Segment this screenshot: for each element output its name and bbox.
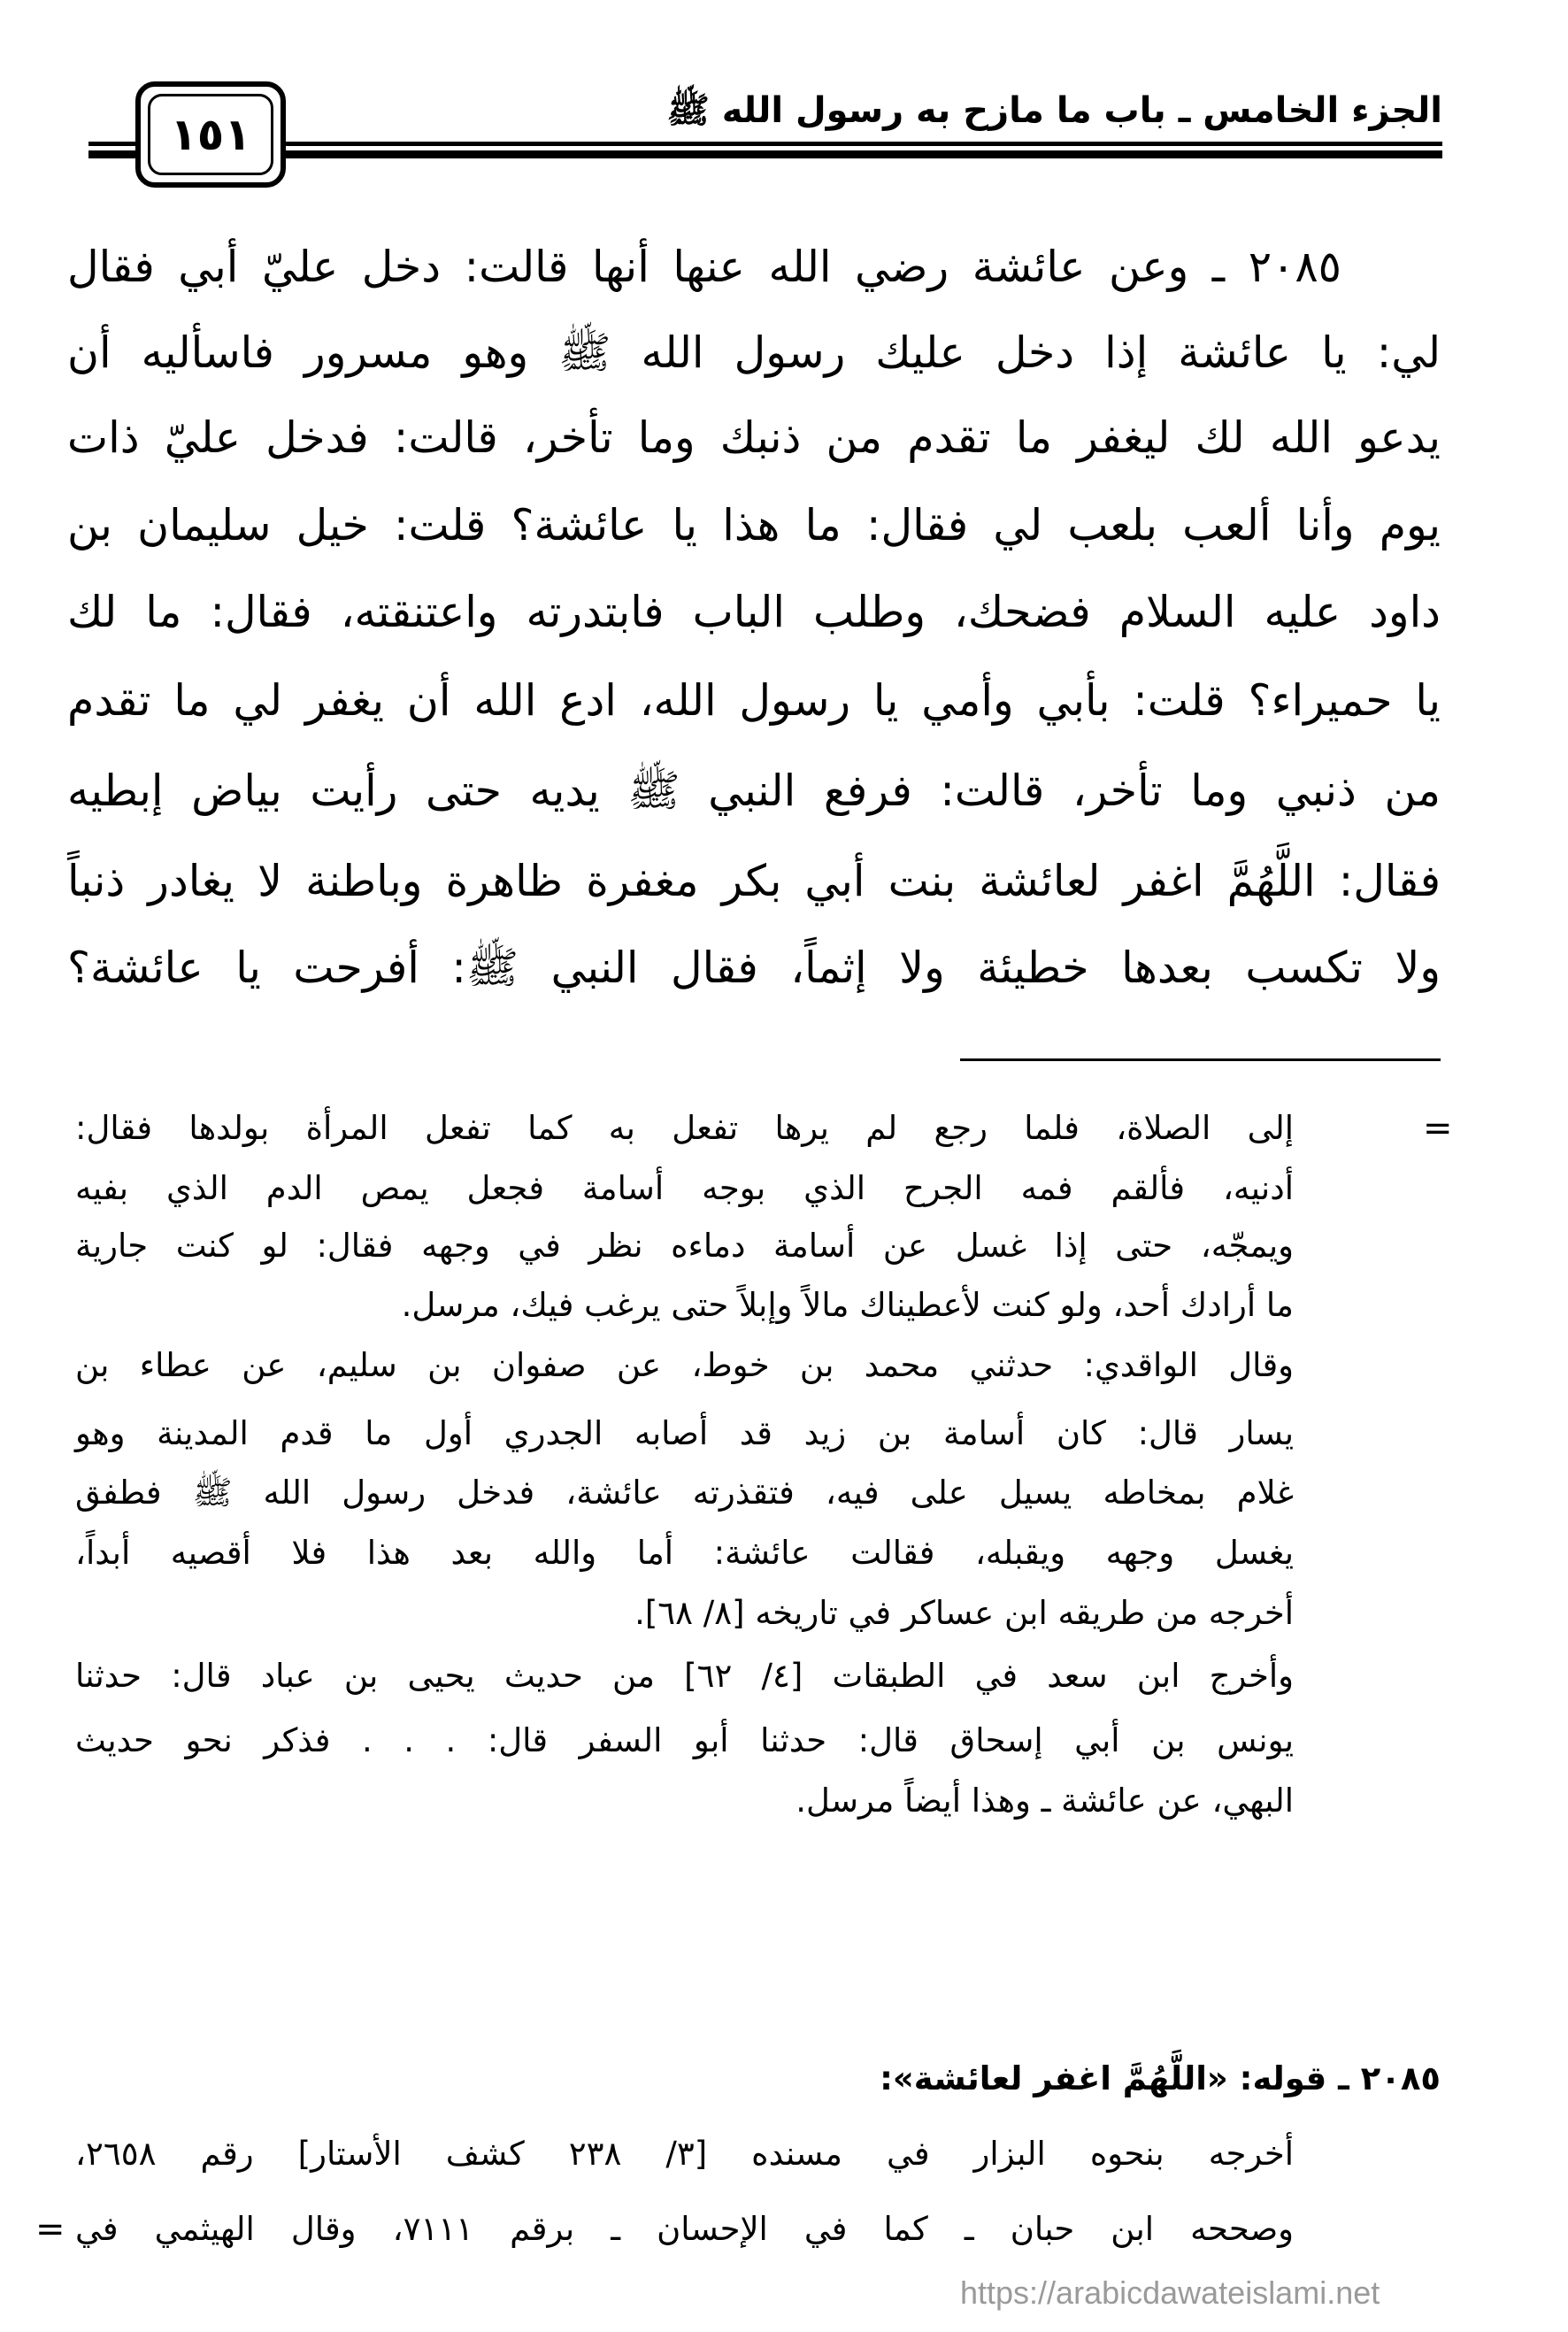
main-text-line: يدعو الله لك ليغفر ما تقدم من ذنبك وما تأخر، قالت: فدخل عليّ ذات — [67, 412, 1441, 463]
footnote-separator — [960, 1058, 1441, 1061]
footnote-line: ويمجّه، حتى إذا غسل عن أسامة دماءه نظر في وجهه فقال: لو كنت جارية — [75, 1227, 1294, 1265]
page-number-frame — [135, 81, 286, 188]
footnote-line: يسار قال: كان أسامة بن زيد قد أصابه الجدري أول ما قدم المدينة وهو — [75, 1414, 1294, 1452]
footnote-line: البهي، عن عائشة ـ وهذا أيضاً مرسل. — [796, 1782, 1294, 1820]
running-title: الجزء الخامس ـ باب ما مازح به رسول الله ﷺ — [666, 90, 1442, 131]
footnote-line: أخرجه من طريقه ابن عساكر في تاريخه [٨/ ٦٨]. — [634, 1594, 1294, 1632]
main-text-line: فقال: اللَّهُمَّ اغفر لعائشة بنت أبي بكر مغفرة ظاهرة وباطنة لا يغادر ذنباً — [67, 856, 1441, 906]
main-text-line: داود عليه السلام فضحك، وطلب الباب فابتدرته واعتنقته، فقال: ما لك — [67, 587, 1441, 637]
main-text-line: يا حميراء؟ قلت: بأبي وأمي يا رسول الله، ادع الله أن يغفر لي ما تقدم — [67, 675, 1441, 726]
footnote-line: أدنيه، فألقم فمه الجرح الذي بوجه أسامة فجعل يمص الدم الذي بفيه — [75, 1169, 1294, 1207]
footnote-line: ما أرادك أحد، ولو كنت لأعطيناك مالاً وإبلاً حتى يرغب فيك، مرسل. — [401, 1286, 1294, 1324]
footnote-line: يغسل وجهه ويقبله، فقالت عائشة: أما والله بعد هذا فلا أقصيه أبداً، — [75, 1534, 1294, 1572]
footnote-line: غلام بمخاطه يسيل على فيه، فتقذرته عائشة، فدخل رسول الله ﷺ فطفق — [75, 1474, 1294, 1512]
page-number: ١٥١ — [148, 94, 273, 175]
footnote-end-continuation-mark: = — [35, 2209, 65, 2250]
footnote-line: يونس بن أبي إسحاق قال: حدثنا أبو السفر قال: . . . فذكر نحو حديث — [75, 1721, 1294, 1759]
footnote-line: أخرجه بنحوه البزار في مسنده [٣/ ٢٣٨ كشف الأستار] رقم ٢٦٥٨، — [75, 2135, 1294, 2173]
footnote-line: وقال الواقدي: حدثني محمد بن خوط، عن صفوان بن سليم، عن عطاء بن — [75, 1346, 1294, 1384]
watermark: https://arabicdawateislami.net — [960, 2274, 1380, 2311]
main-text-line: من ذنبي وما تأخر، قالت: فرفع النبي ﷺ يديه حتى رأيت بياض إبطيه — [67, 766, 1441, 816]
footnote-heading: ٢٠٨٥ ـ قوله: «اللَّهُمَّ اغفر لعائشة»: — [880, 2059, 1441, 2097]
footnote-line: إلى الصلاة، فلما رجع لم يرها تفعل به كما تفعل المرأة بولدها فقال: — [75, 1109, 1294, 1147]
main-text-line: لي: يا عائشة إذا دخل عليك رسول الله ﷺ وهو مسرور فاسأليه أن — [67, 327, 1441, 378]
footnote-line: وأخرج ابن سعد في الطبقات [٤/ ٦٢] من حديث يحيى بن عباد قال: حدثنا — [75, 1657, 1294, 1695]
main-text-line: ولا تكسب بعدها خطيئة ولا إثماً، فقال النبي ﷺ: أفرحت يا عائشة؟ — [67, 943, 1441, 993]
footnote-continuation-mark: = — [1423, 1108, 1453, 1149]
footnote-line: وصححه ابن حبان ـ كما في الإحسان ـ برقم ٧١١١، وقال الهيثمي في — [75, 2210, 1294, 2248]
main-text-line: ٢٠٨٥ ـ وعن عائشة رضي الله عنها أنها قالت: دخل عليّ أبي فقال — [67, 242, 1341, 292]
header-rule-top — [88, 142, 1442, 146]
header-rule-bottom — [88, 150, 1442, 158]
main-text-line: يوم وأنا ألعب بلعب لي فقال: ما هذا يا عائشة؟ قلت: خيل سليمان بن — [67, 500, 1441, 550]
